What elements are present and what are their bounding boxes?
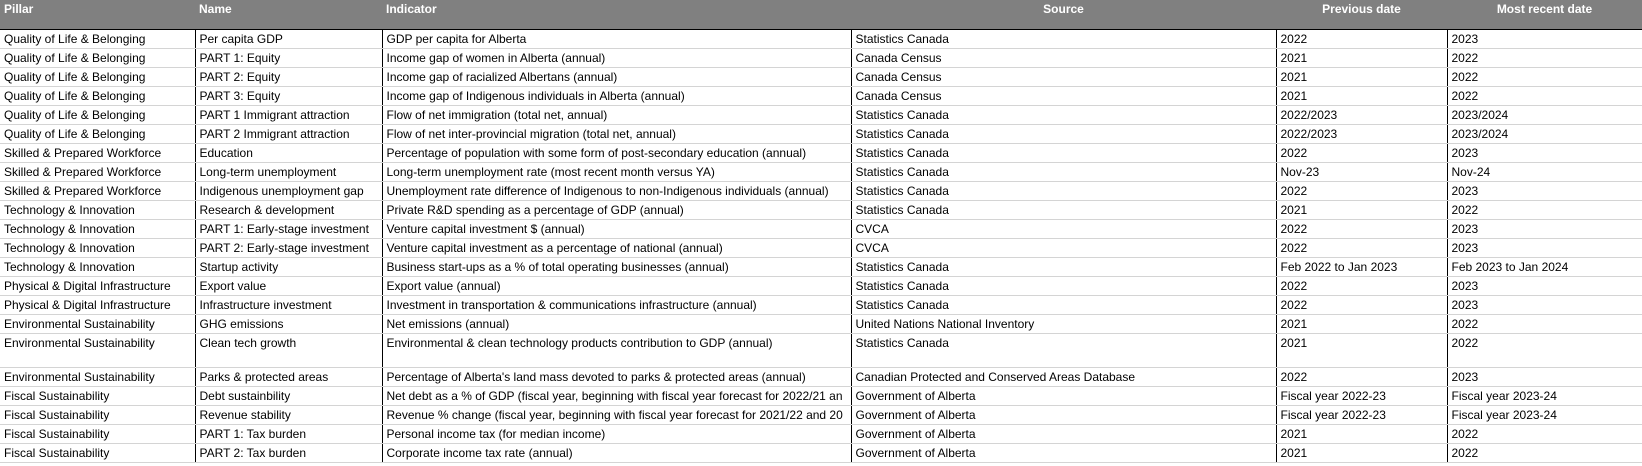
cell-pillar[interactable]: Quality of Life & Belonging	[0, 125, 195, 144]
cell-previous-date[interactable]: 2022	[1276, 368, 1447, 387]
cell-most-recent-date[interactable]: 2022	[1447, 201, 1642, 220]
cell-name[interactable]: PART 2 Immigrant attraction	[195, 125, 382, 144]
table-row	[0, 296, 1642, 315]
cell-pillar[interactable]: Skilled & Prepared Workforce	[0, 182, 195, 201]
header-source[interactable]: Source	[851, 0, 1276, 30]
cell-source[interactable]: Canada Census	[851, 87, 1276, 106]
cell-most-recent-date[interactable]: 2023/2024	[1447, 106, 1642, 125]
cell-most-recent-date[interactable]: 2023/2024	[1447, 125, 1642, 144]
cell-name[interactable]: PART 2: Equity	[195, 68, 382, 87]
cell-previous-date[interactable]: 2022	[1276, 239, 1447, 258]
cell-previous-date[interactable]: 2022	[1276, 144, 1447, 163]
table-row	[0, 87, 1642, 106]
cell-name[interactable]: PART 1 Immigrant attraction	[195, 106, 382, 125]
cell-source[interactable]: Canadian Protected and Conserved Areas Database	[851, 368, 1276, 387]
table-row	[0, 30, 1642, 49]
cell-indicator[interactable]: Revenue % change (fiscal year, beginning with fiscal year forecast for 2021/22 and 20	[382, 406, 851, 425]
cell-name[interactable]: Clean tech growth	[195, 334, 382, 368]
table-row	[0, 201, 1642, 220]
cell-pillar[interactable]: Fiscal Sustainability	[0, 444, 195, 463]
cell-indicator[interactable]: Business start-ups as a % of total operating businesses (annual)	[382, 258, 851, 277]
cell-name[interactable]: Indigenous unemployment gap	[195, 182, 382, 201]
table-row	[0, 444, 1642, 463]
cell-source[interactable]: Statistics Canada	[851, 30, 1276, 49]
cell-source[interactable]: Statistics Canada	[851, 258, 1276, 277]
cell-indicator[interactable]: Export value (annual)	[382, 277, 851, 296]
cell-pillar[interactable]: Technology & Innovation	[0, 201, 195, 220]
table-row	[0, 163, 1642, 182]
cell-source[interactable]: Statistics Canada	[851, 334, 1276, 368]
cell-source[interactable]: Canada Census	[851, 68, 1276, 87]
table-row	[0, 182, 1642, 201]
table-row	[0, 387, 1642, 406]
cell-indicator[interactable]: Venture capital investment $ (annual)	[382, 220, 851, 239]
cell-previous-date[interactable]: 2021	[1276, 334, 1447, 368]
table-row	[0, 239, 1642, 258]
table-row	[0, 68, 1642, 87]
cell-previous-date[interactable]: Nov-23	[1276, 163, 1447, 182]
cell-indicator[interactable]: Corporate income tax rate (annual)	[382, 444, 851, 463]
cell-indicator[interactable]: GDP per capita for Alberta	[382, 30, 851, 49]
cell-indicator[interactable]: Income gap of Indigenous individuals in Alberta (annual)	[382, 87, 851, 106]
cell-most-recent-date[interactable]: 2022	[1447, 444, 1642, 463]
header-pillar[interactable]: Pillar	[0, 0, 195, 30]
cell-name[interactable]: Startup activity	[195, 258, 382, 277]
cell-indicator[interactable]: Investment in transportation & communications infrastructure (annual)	[382, 296, 851, 315]
cell-previous-date[interactable]: 2021	[1276, 425, 1447, 444]
cell-previous-date[interactable]: 2022	[1276, 220, 1447, 239]
cell-pillar[interactable]: Skilled & Prepared Workforce	[0, 163, 195, 182]
cell-previous-date[interactable]: 2022	[1276, 30, 1447, 49]
table-row	[0, 277, 1642, 296]
cell-indicator[interactable]: Venture capital investment as a percentage of national (annual)	[382, 239, 851, 258]
cell-name[interactable]: Long-term unemployment	[195, 163, 382, 182]
cell-most-recent-date[interactable]: 2022	[1447, 49, 1642, 68]
table-row	[0, 125, 1642, 144]
cell-indicator[interactable]: Percentage of population with some form of post-secondary education (annual)	[382, 144, 851, 163]
table-row	[0, 334, 1642, 368]
cell-most-recent-date[interactable]: Nov-24	[1447, 163, 1642, 182]
table-row	[0, 49, 1642, 68]
table-row	[0, 368, 1642, 387]
cell-pillar[interactable]: Technology & Innovation	[0, 239, 195, 258]
cell-pillar[interactable]: Quality of Life & Belonging	[0, 49, 195, 68]
cell-pillar[interactable]: Quality of Life & Belonging	[0, 30, 195, 49]
cell-source[interactable]: Statistics Canada	[851, 163, 1276, 182]
cell-source[interactable]: Statistics Canada	[851, 125, 1276, 144]
cell-previous-date[interactable]: Fiscal year 2022-23	[1276, 406, 1447, 425]
cell-previous-date[interactable]: 2022	[1276, 277, 1447, 296]
cell-previous-date[interactable]: Fiscal year 2022-23	[1276, 387, 1447, 406]
cell-source[interactable]: Statistics Canada	[851, 144, 1276, 163]
cell-pillar[interactable]: Physical & Digital Infrastructure	[0, 296, 195, 315]
cell-most-recent-date[interactable]: Fiscal year 2023-24	[1447, 387, 1642, 406]
cell-most-recent-date[interactable]: Feb 2023 to Jan 2024	[1447, 258, 1642, 277]
cell-pillar[interactable]: Fiscal Sustainability	[0, 406, 195, 425]
table-row	[0, 106, 1642, 125]
cell-pillar[interactable]: Quality of Life & Belonging	[0, 87, 195, 106]
cell-name[interactable]: Per capita GDP	[195, 30, 382, 49]
header-previous-date[interactable]: Previous date	[1276, 0, 1447, 30]
cell-indicator[interactable]: Long-term unemployment rate (most recent month versus YA)	[382, 163, 851, 182]
cell-source[interactable]: Government of Alberta	[851, 406, 1276, 425]
cell-most-recent-date[interactable]: 2022	[1447, 68, 1642, 87]
cell-most-recent-date[interactable]: Fiscal year 2023-24	[1447, 406, 1642, 425]
cell-previous-date[interactable]: 2021	[1276, 87, 1447, 106]
cell-indicator[interactable]: Environmental & clean technology products contribution to GDP (annual)	[382, 334, 851, 368]
cell-previous-date[interactable]: 2022/2023	[1276, 106, 1447, 125]
cell-name[interactable]: Research & development	[195, 201, 382, 220]
header-name[interactable]: Name	[195, 0, 382, 30]
cell-name[interactable]: Debt sustainbility	[195, 387, 382, 406]
cell-most-recent-date[interactable]: 2022	[1447, 87, 1642, 106]
table-row	[0, 220, 1642, 239]
cell-previous-date[interactable]: 2022	[1276, 182, 1447, 201]
cell-source[interactable]: Statistics Canada	[851, 296, 1276, 315]
cell-most-recent-date[interactable]: 2022	[1447, 315, 1642, 334]
cell-name[interactable]: Export value	[195, 277, 382, 296]
cell-previous-date[interactable]: 2022	[1276, 296, 1447, 315]
cell-name[interactable]: GHG emissions	[195, 315, 382, 334]
cell-pillar[interactable]: Environmental Sustainability	[0, 315, 195, 334]
cell-source[interactable]: Canada Census	[851, 49, 1276, 68]
header-row	[0, 0, 1642, 30]
cell-most-recent-date[interactable]: 2023	[1447, 182, 1642, 201]
cell-name[interactable]: Education	[195, 144, 382, 163]
cell-previous-date[interactable]: 2021	[1276, 444, 1447, 463]
cell-most-recent-date[interactable]: 2023	[1447, 296, 1642, 315]
cell-source[interactable]: Statistics Canada	[851, 106, 1276, 125]
cell-previous-date[interactable]: 2022/2023	[1276, 125, 1447, 144]
cell-source[interactable]: Statistics Canada	[851, 277, 1276, 296]
cell-previous-date[interactable]: 2021	[1276, 49, 1447, 68]
cell-name[interactable]: PART 1: Equity	[195, 49, 382, 68]
cell-pillar[interactable]: Quality of Life & Belonging	[0, 68, 195, 87]
cell-source[interactable]: Statistics Canada	[851, 201, 1276, 220]
table-row	[0, 258, 1642, 277]
cell-name[interactable]: PART 3: Equity	[195, 87, 382, 106]
table-row	[0, 144, 1642, 163]
cell-name[interactable]: PART 1: Early-stage investment	[195, 220, 382, 239]
cell-pillar[interactable]: Fiscal Sustainability	[0, 425, 195, 444]
cell-most-recent-date[interactable]: 2023	[1447, 368, 1642, 387]
cell-indicator[interactable]: Net emissions (annual)	[382, 315, 851, 334]
cell-indicator[interactable]: Flow of net immigration (total net, annual)	[382, 106, 851, 125]
table-row	[0, 315, 1642, 334]
cell-indicator[interactable]: Private R&D spending as a percentage of GDP (annual)	[382, 201, 851, 220]
cell-source[interactable]: Government of Alberta	[851, 387, 1276, 406]
cell-indicator[interactable]: Unemployment rate difference of Indigenous to non-Indigenous individuals (annual)	[382, 182, 851, 201]
cell-name[interactable]: Parks & protected areas	[195, 368, 382, 387]
cell-most-recent-date[interactable]: 2023	[1447, 144, 1642, 163]
cell-indicator[interactable]: Income gap of women in Alberta (annual)	[382, 49, 851, 68]
header-indicator[interactable]: Indicator	[382, 0, 851, 30]
cell-source[interactable]: Statistics Canada	[851, 182, 1276, 201]
cell-pillar[interactable]: Fiscal Sustainability	[0, 387, 195, 406]
cell-most-recent-date[interactable]: 2022	[1447, 425, 1642, 444]
cell-source[interactable]: CVCA	[851, 220, 1276, 239]
cell-source[interactable]: Government of Alberta	[851, 444, 1276, 463]
cell-pillar[interactable]: Quality of Life & Belonging	[0, 106, 195, 125]
cell-source[interactable]: United Nations National Inventory	[851, 315, 1276, 334]
cell-name[interactable]: PART 2: Tax burden	[195, 444, 382, 463]
cell-pillar[interactable]: Skilled & Prepared Workforce	[0, 144, 195, 163]
cell-pillar[interactable]: Environmental Sustainability	[0, 368, 195, 387]
cell-previous-date[interactable]: 2021	[1276, 68, 1447, 87]
header-most-recent-date[interactable]: Most recent date	[1447, 0, 1642, 30]
cell-indicator[interactable]: Net debt as a % of GDP (fiscal year, beginning with fiscal year forecast for 2022/21 an	[382, 387, 851, 406]
cell-pillar[interactable]: Environmental Sustainability	[0, 334, 195, 368]
table-row	[0, 425, 1642, 444]
cell-previous-date[interactable]: Feb 2022 to Jan 2023	[1276, 258, 1447, 277]
cell-indicator[interactable]: Percentage of Alberta's land mass devoted to parks & protected areas (annual)	[382, 368, 851, 387]
cell-pillar[interactable]: Technology & Innovation	[0, 258, 195, 277]
cell-name[interactable]: Infrastructure investment	[195, 296, 382, 315]
cell-source[interactable]: CVCA	[851, 239, 1276, 258]
cell-name[interactable]: PART 1: Tax burden	[195, 425, 382, 444]
cell-previous-date[interactable]: 2021	[1276, 201, 1447, 220]
cell-source[interactable]: Government of Alberta	[851, 425, 1276, 444]
cell-indicator[interactable]: Personal income tax (for median income)	[382, 425, 851, 444]
table-row	[0, 406, 1642, 425]
cell-indicator[interactable]: Income gap of racialized Albertans (annual)	[382, 68, 851, 87]
cell-most-recent-date[interactable]: 2023	[1447, 277, 1642, 296]
cell-pillar[interactable]: Physical & Digital Infrastructure	[0, 277, 195, 296]
cell-most-recent-date[interactable]: 2023	[1447, 239, 1642, 258]
cell-indicator[interactable]: Flow of net inter-provincial migration (total net, annual)	[382, 125, 851, 144]
cell-most-recent-date[interactable]: 2023	[1447, 30, 1642, 49]
cell-name[interactable]: PART 2: Early-stage investment	[195, 239, 382, 258]
cell-name[interactable]: Revenue stability	[195, 406, 382, 425]
cell-most-recent-date[interactable]: 2022	[1447, 334, 1642, 368]
cell-most-recent-date[interactable]: 2023	[1447, 220, 1642, 239]
cell-previous-date[interactable]: 2021	[1276, 315, 1447, 334]
cell-pillar[interactable]: Technology & Innovation	[0, 220, 195, 239]
